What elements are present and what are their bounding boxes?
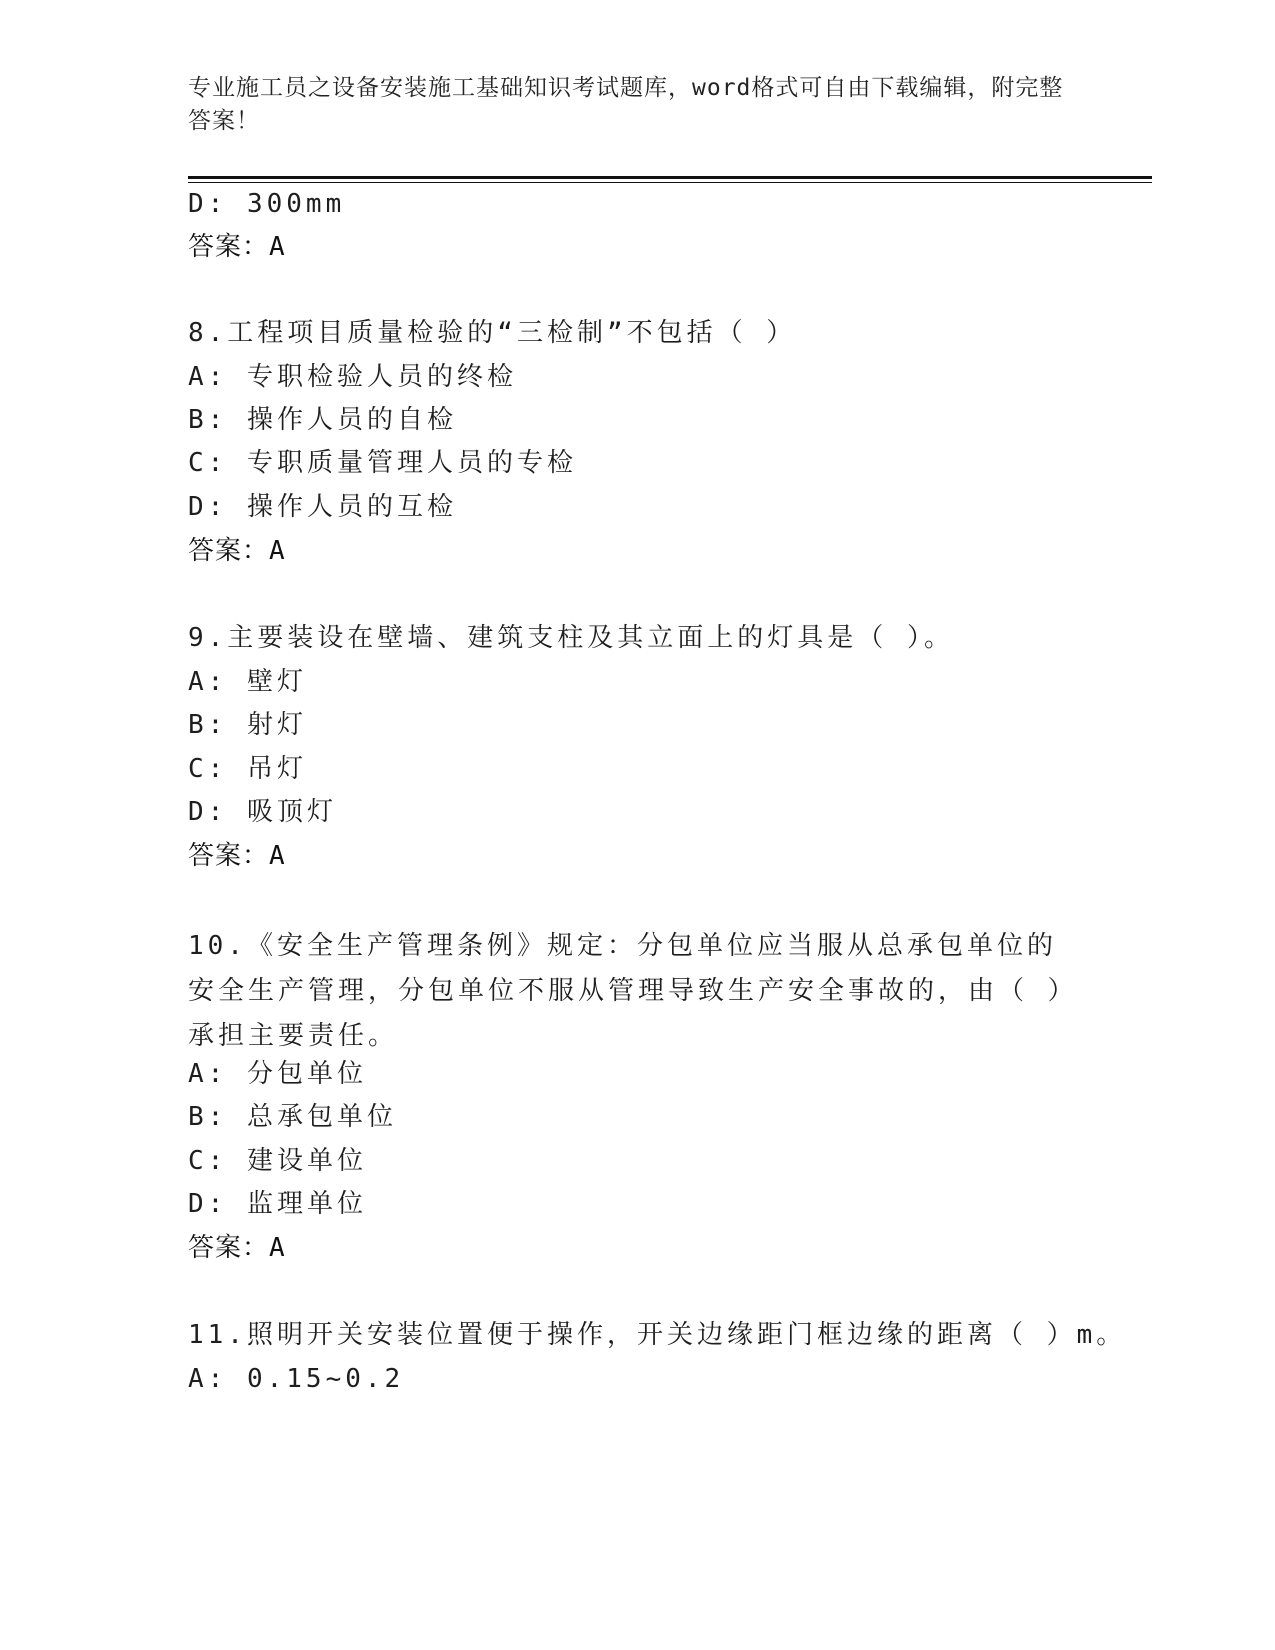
q9-option-a: A: 壁灯 (188, 667, 307, 697)
q10-answer: 答案：A (188, 1233, 286, 1263)
q9-answer: 答案：A (188, 841, 286, 871)
q9-stem: 9.主要装设在壁墙、建筑支柱及其立面上的灯具是（ ）。 (188, 623, 954, 653)
q10-stem: 10.《安全生产管理条例》规定：分包单位应当服从总承包单位的安全生产管理，分包单位不服从管理导致生产安全事故的，由（ ）承担主要责任。 (188, 931, 1078, 1051)
q9-option-d: D: 吸顶灯 (188, 797, 337, 827)
header-divider-thin (188, 182, 1152, 183)
q8-stem: 8.工程项目质量检验的“三检制”不包括（ ） (188, 318, 797, 348)
q10-option-c: C: 建设单位 (188, 1146, 367, 1176)
q8-answer: 答案：A (188, 536, 286, 566)
q8-option-c: C: 专职质量管理人员的专检 (188, 448, 577, 478)
q10-option-d: D: 监理单位 (188, 1189, 367, 1219)
q7-answer: 答案：A (188, 232, 286, 262)
q10-option-a: A: 分包单位 (188, 1059, 367, 1089)
header-divider-thick (188, 176, 1152, 179)
q8-option-d: D: 操作人员的互检 (188, 492, 457, 522)
q11-option-a: A: 0.15~0.2 (188, 1364, 405, 1394)
document-header: 专业施工员之设备安装施工基础知识考试题库，word格式可自由下载编辑，附完整答案！ (188, 75, 1064, 134)
q8-option-b: B: 操作人员的自检 (188, 405, 457, 435)
q8-option-a: A: 专职检验人员的终检 (188, 362, 517, 392)
q7-option-d: D: 300mm (188, 189, 346, 219)
q9-option-c: C: 吊灯 (188, 754, 307, 784)
q11-stem: 11.照明开关安装位置便于操作，开关边缘距门框边缘的距离（ ）m。 (188, 1320, 1127, 1350)
q10-option-b: B: 总承包单位 (188, 1102, 397, 1132)
q9-option-b: B: 射灯 (188, 710, 307, 740)
